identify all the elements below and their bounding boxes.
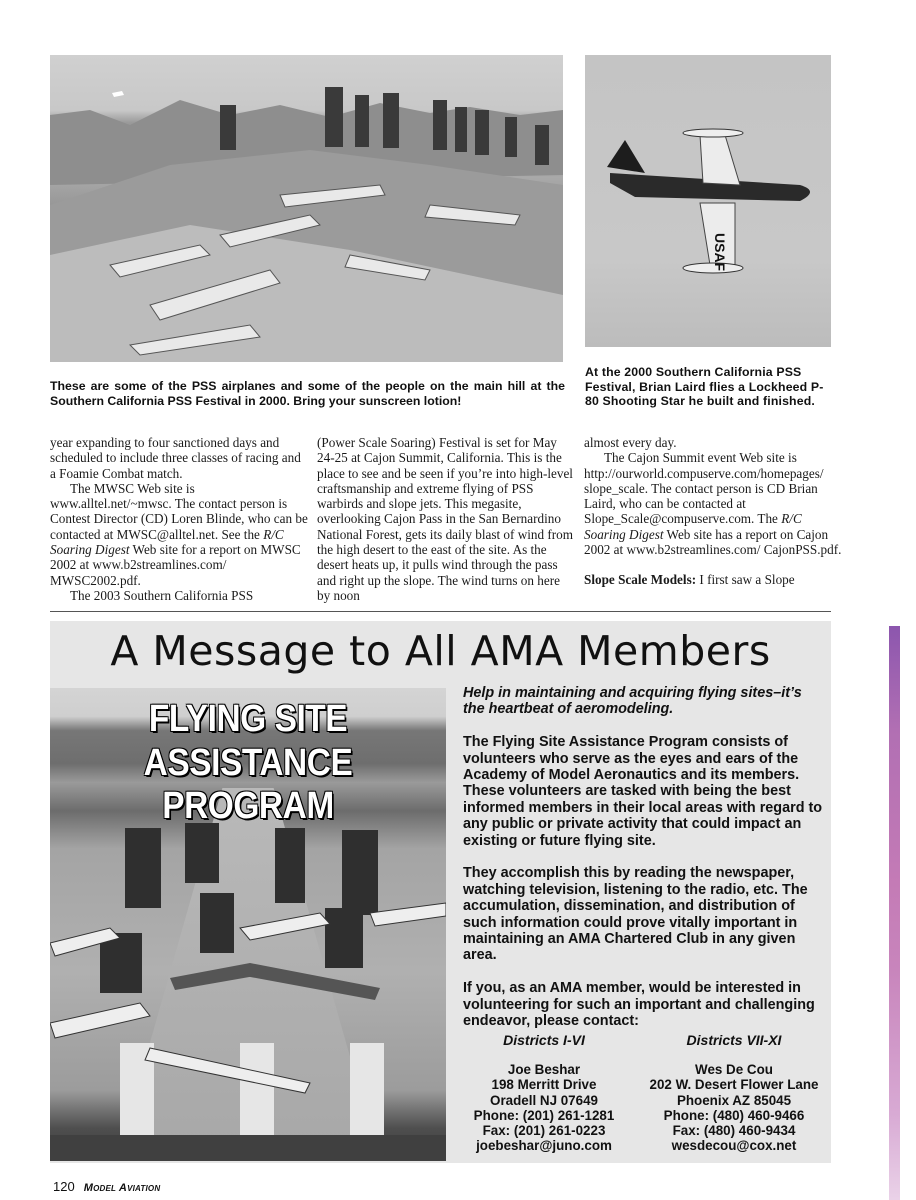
contact-city: Oradell NJ 07649	[490, 1092, 598, 1108]
district-heading: Districts I-VI	[503, 1032, 585, 1048]
contact-name: Joe Beshar	[507, 1062, 581, 1077]
contact-address: 198 Merritt Drive	[491, 1077, 597, 1093]
ad-headline: A Message to All AMA Members	[110, 627, 771, 675]
contact-name: Wes De Cou	[695, 1062, 773, 1077]
decorative-side-bar	[889, 626, 900, 1200]
contact-email[interactable]: wesdecou@cox.net	[671, 1138, 797, 1154]
district-contact-east	[463, 1032, 625, 1154]
ad-body	[463, 685, 823, 1046]
district-heading: Districts VII-XI	[686, 1032, 782, 1048]
paragraph-spacer	[584, 557, 842, 572]
magazine-name: Model Aviation	[83, 1182, 161, 1194]
paragraph: (Power Scale Soaring) Festival is set for May 24-25 at Cajon Summit, California. This is the place to see and be seen if you’re into high-level craftsmanship and extreme flying of PSS warbirds and slope jets. This megasite, overlooking Cajon Pass in the San Bernardino National Forest, gets its daily blast of wind from the high desert to the east of the site. As the desert heats up, it pulls wind through the pass and right up the slope. The wind turns on here by noon	[317, 435, 574, 603]
photo-caption-hill: These are some of the PSS airplanes and some of the people on the main hill at the Southern California PSS Festival in 2000. Bring your sunscreen lotion!	[50, 379, 565, 408]
photo-p80-jet	[585, 55, 831, 347]
fsap-title-line-1: FLYING SITE	[148, 698, 348, 740]
contact-email[interactable]: joebeshar@juno.com	[476, 1138, 612, 1154]
ad-paragraph: If you, as an AMA member, would be interested in volunteering for such an important and challenging endeavor, please contact:	[463, 980, 815, 1030]
contact-phone: Phone: (480) 460-9466	[663, 1107, 805, 1123]
photo-pss-hill	[50, 55, 563, 362]
fsap-title-line-2: ASSISTANCE PROGRAM	[143, 742, 353, 827]
article-column-1	[50, 435, 308, 603]
ad-paragraph: The Flying Site Assistance Program consists of volunteers who serve as the eyes and ears of the Academy of Model Aeronautics and its members. These volunteers are tasked with being the best informed members in their local areas with regard to any public or private activity that could impact an existing or future flying site.	[463, 734, 823, 849]
paragraph: Slope Scale Models: I first saw a Slope	[584, 572, 795, 588]
page-folio	[53, 1179, 160, 1194]
photo-caption-jet: At the 2000 Southern California PSS Festival, Brian Laird flies a Lockheed P-80 Shooting Star he built and finished.	[585, 365, 824, 408]
subhead: Slope Scale Models:	[584, 572, 697, 588]
jet-illustration	[585, 55, 831, 347]
contact-city: Phoenix AZ 85045	[676, 1092, 792, 1108]
ama-advertisement	[50, 621, 831, 1163]
article-column-3	[584, 435, 842, 588]
contact-phone: Phone: (201) 261-1281	[473, 1107, 615, 1123]
ad-lead: Help in maintaining and acquiring flying sites–it’s the heartbeat of aeromodeling.	[463, 685, 802, 718]
article-column-2	[317, 435, 575, 603]
ad-paragraph: They accomplish this by reading the newspaper, watching television, listening to the radio, etc. The accumulation, dissemination, and distribution of such information could prove vitally important in maintaining an AMA Chartered Club in any given area.	[463, 865, 808, 964]
paragraph: The MWSC Web site is www.alltel.net/~mwsc. The contact person is Contest Director (CD) Loren Blinde, who can be contacted at MWSC@alltel.net. See the R/C Soaring Digest Web site for a report on MWSC 2002 at www.b2streamlines.com/ MWSC2002.pdf.	[50, 480, 308, 588]
district-contact-west	[633, 1032, 835, 1154]
grass-strip	[50, 1135, 446, 1161]
section-divider	[50, 611, 831, 612]
hill-scene-illustration	[50, 55, 563, 362]
paragraph: year expanding to four sanctioned days and scheduled to include three classes of racing and a Foamie Combat match.	[50, 435, 301, 481]
paragraph: The 2003 Southern California PSS	[70, 587, 254, 603]
svg-text:USAF: USAF	[712, 233, 728, 272]
page-number: 120	[53, 1179, 75, 1194]
contact-fax: Fax: (480) 460-9434	[672, 1123, 796, 1139]
paragraph: almost every day.	[584, 435, 677, 450]
contact-fax: Fax: (201) 261-0223	[482, 1123, 606, 1139]
fsap-photo	[50, 688, 446, 1161]
contact-address: 202 W. Desert Flower Lane	[649, 1077, 819, 1093]
paragraph: The Cajon Summit event Web site is http://ourworld.compuserve.com/homepages/ slope_scale. The contact person is CD Brian Laird, who can be contacted at Slope_Scale@compuserve.com. The R/C Soaring Digest Web site has a report on Cajon 2002 at www.b2streamlines.com/ CajonPSS.pdf.	[584, 450, 842, 558]
